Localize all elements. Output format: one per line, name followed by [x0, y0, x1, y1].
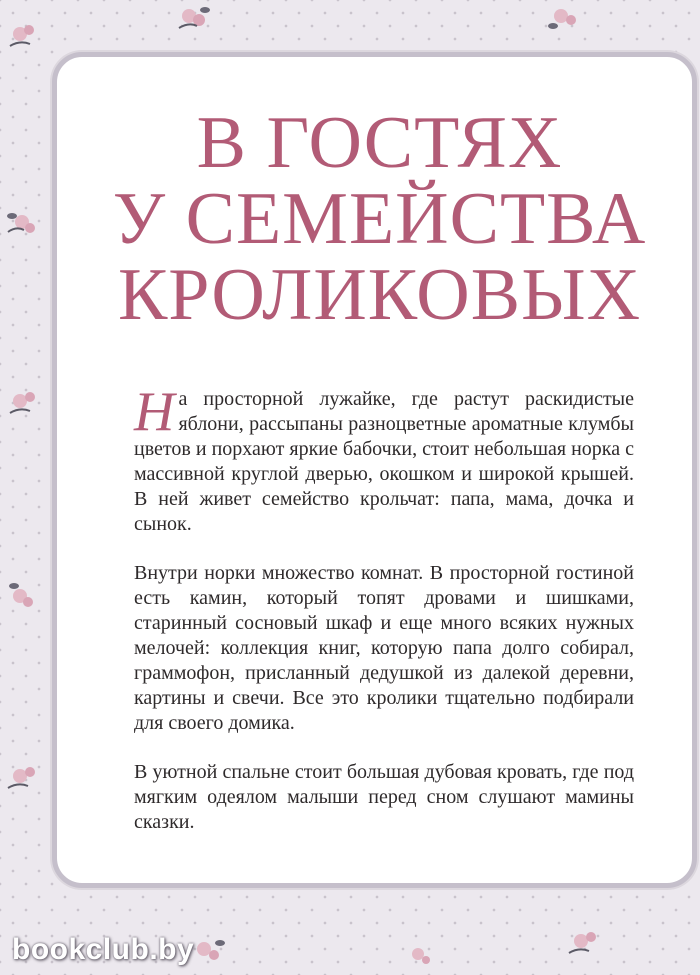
paragraph	[134, 381, 634, 537]
title-line: КРОЛИКОВЫХ	[117, 254, 642, 336]
flower-decoration	[565, 925, 605, 959]
title-line: В ГОСТЯХ	[196, 102, 563, 184]
title-line: У СЕМЕЙСТВА	[112, 178, 647, 260]
story-text	[134, 381, 634, 859]
flower-decoration	[4, 385, 44, 419]
page-title	[57, 102, 700, 336]
flower-decoration	[4, 18, 44, 52]
flower-decoration	[400, 940, 440, 974]
flower-decoration	[190, 935, 230, 969]
flower-decoration	[175, 2, 215, 36]
flower-decoration	[4, 580, 44, 614]
paragraph: Внутри норки множество комнат. В просторной гостиной есть камин, который топят дровами и шишками, старинный сосновый шкаф и еще много всяких нужных мелочей: коллекция книг, которую папа долго собирал, граммофон, присланный дедушкой из далекой деревни, картины и свечи. Все это кролики тщательно подбирали для своего домика.	[134, 562, 634, 734]
text-card	[52, 52, 697, 888]
flower-decoration	[545, 2, 585, 36]
watermark-logo: bookclub.by	[12, 933, 195, 966]
flower-decoration	[4, 760, 44, 794]
flower-decoration	[4, 208, 44, 242]
paragraph: В уютной спальне стоит большая дубовая кровать, где под мягким одеялом малыши перед сном слушают мамины сказки.	[134, 761, 634, 833]
drop-cap: Н	[134, 381, 175, 443]
paragraph-text: а просторной лужайке, где растут раскидистые яблони, рассыпаны разноцветные ароматные клумбы цветов и порхают яркие бабочки, стоит небольшая норка с массивной круглой дверью, окошком и широкой крышей. В ней живет семейство крольчат: папа, мама, дочка и сынок.	[134, 388, 634, 535]
